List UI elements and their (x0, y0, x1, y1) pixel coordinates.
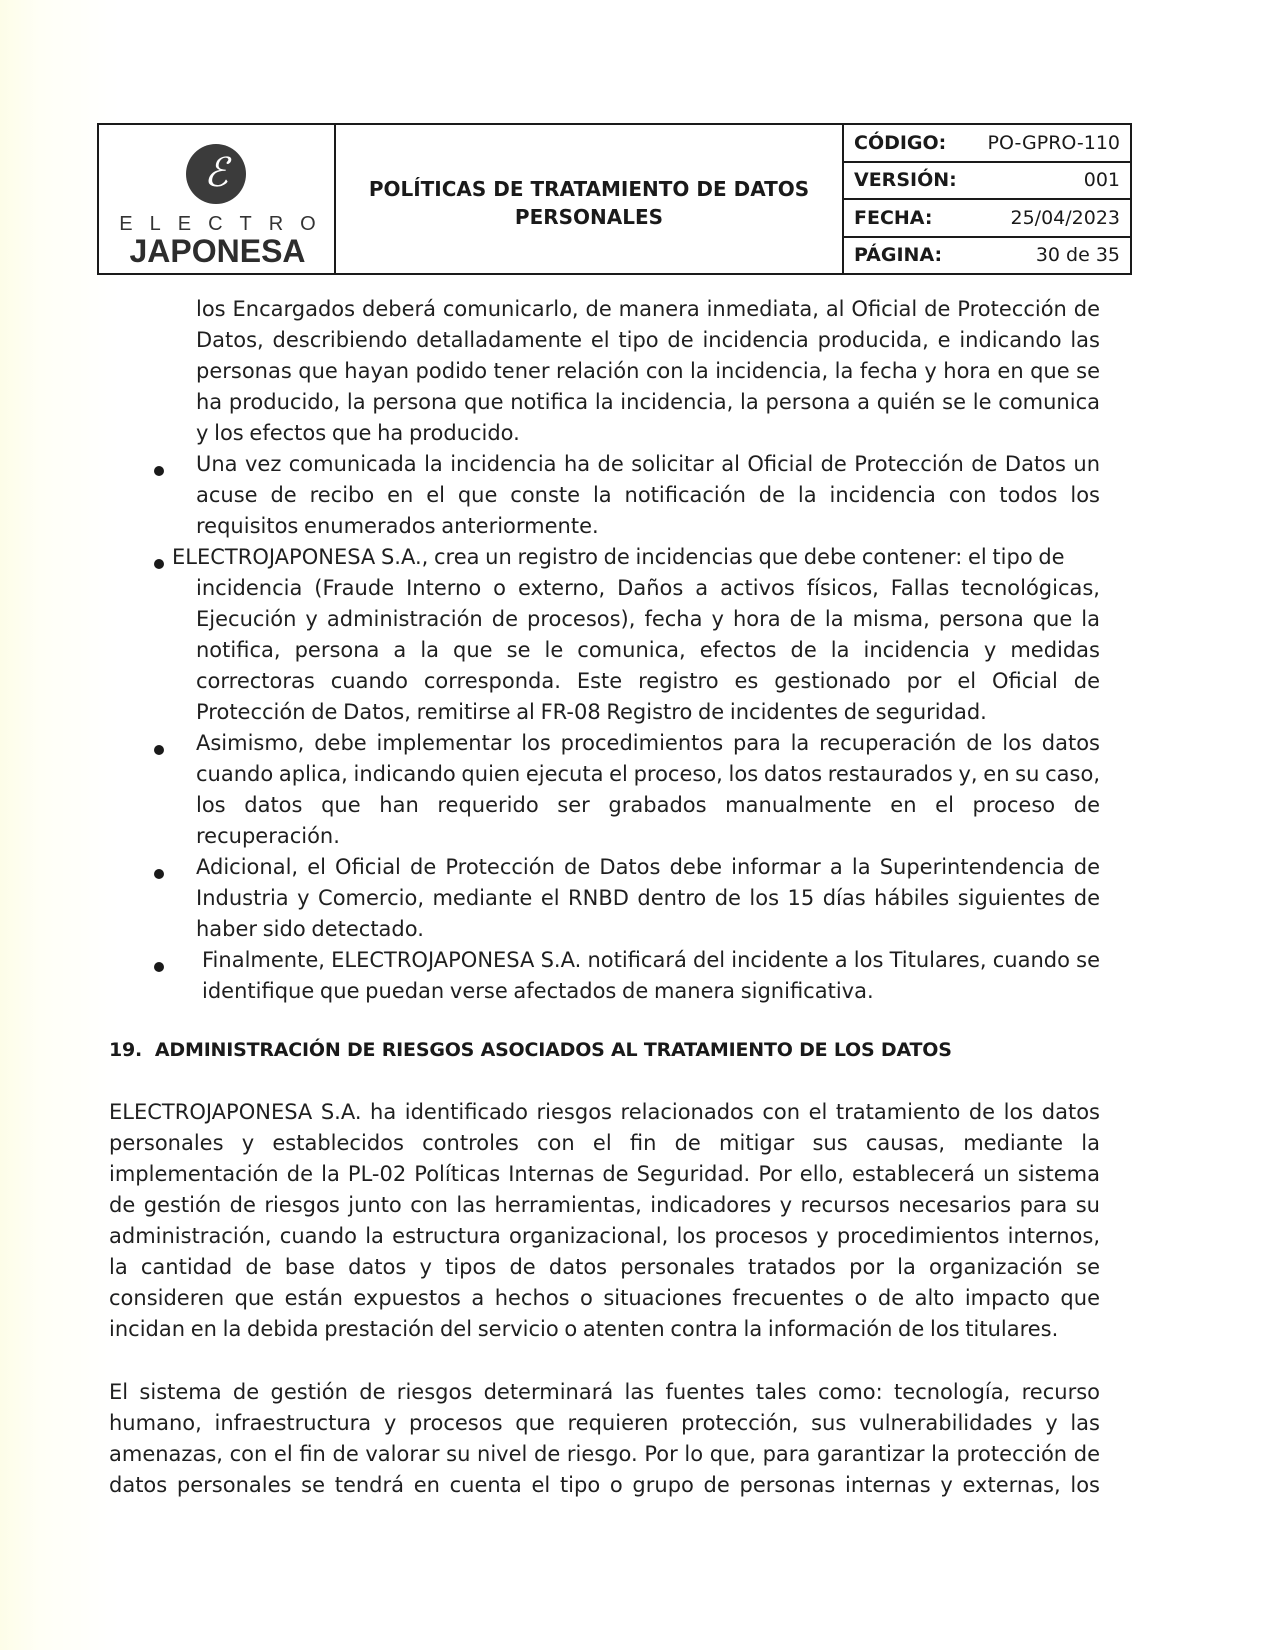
bullet-item: Una vez comunicada la incidencia ha de solicitar al Oficial de Protección de Datos un acuse de recibo en el que conste la notificación de la incidencia con todos los requisitos enumerados anteriormente. (196, 452, 1100, 538)
bullet-icon (154, 869, 164, 879)
document-title-line-2: PERSONALES (514, 205, 664, 229)
body-paragraph: El sistema de gestión de riesgos determinará las fuentes tales como: tecnología, recurso humano, infraestructura y procesos que requieren protección, sus vulnerabilidades y las amenazas, con el fin de valorar su nivel de riesgo. Por lo que, para garantizar la protección de datos personales se tendrá en cuenta el tipo o grupo de personas internas y externas, los (109, 1380, 1100, 1497)
meta-value: 30 de 35 (1035, 244, 1120, 267)
section-number: 19. (109, 1039, 143, 1061)
bullet-icon (154, 962, 164, 972)
meta-label: VERSIÓN: (854, 169, 957, 192)
bullet-item: incidencia (Fraude Interno o externo, Daños a activos físicos, Fallas tecnológicas, Ejecución y administración de procesos), fecha y hora de la misma, persona que la notifica, persona a la que se le comunica, efectos de la incidencia y medidas correctoras cuando corresponda. Este registro es gestionado por el Oficial de Protección de Datos, remitirse al FR-08 Registro de incidentes de seguridad. (196, 576, 1100, 724)
meta-row-fecha (844, 200, 1130, 238)
document-header (97, 123, 1132, 275)
section-title: ADMINISTRACIÓN DE RIESGOS ASOCIADOS AL TRATAMIENTO DE LOS DATOS (154, 1039, 952, 1061)
bullet-item: Asimismo, debe implementar los procedimientos para la recuperación de los datos cuando aplica, indicando quien ejecuta el proceso, los datos restaurados y, en su caso, los datos que han requerido ser grabados manualmente en el proceso de recuperación. (196, 731, 1100, 848)
title-cell (336, 125, 844, 273)
meta-value: PO-GPRO-110 (987, 131, 1120, 154)
meta-label: PÁGINA: (854, 244, 943, 267)
meta-value: 001 (1083, 169, 1120, 192)
meta-label: CÓDIGO: (854, 131, 947, 154)
continuation-paragraph: los Encargados deberá comunicarlo, de manera inmediata, al Oficial de Protección de Datos, describiendo detalladamente el tipo de incidencia producida, e indicando las personas que hayan podido tener relación con la incidencia, la fecha y hora en que se ha producido, la persona que notifica la incidencia, la persona a quién se le comunica y los efectos que ha producido. (196, 297, 1100, 445)
meta-row-pagina (844, 238, 1130, 274)
document-title-line-1: POLÍTICAS DE TRATAMIENTO DE DATOS (368, 177, 810, 201)
bullet-icon (154, 745, 164, 755)
bullet-item-first-line: ELECTROJAPONESA S.A., crea un registro de incidencias que debe contener: el tipo de (172, 545, 1065, 569)
bullet-item: Adicional, el Oficial de Protección de Datos debe informar a la Superintendencia de Industria y Comercio, mediante el RNBD dentro de los 15 días hábiles siguientes de haber sido detectado. (196, 855, 1100, 941)
bullet-icon (154, 466, 164, 476)
section-heading (109, 1039, 952, 1061)
body-paragraph: ELECTROJAPONESA S.A. ha identificado riesgos relacionados con el tratamiento de los datos personales y establecidos controles con el fin de mitigar sus causas, mediante la implementación de la PL-02 Políticas Internas de Seguridad. Por ello, establecerá un sistema de gestión de riesgos junto con las herramientas, indicadores y recursos necesarios para su administración, cuando la estructura organizacional, los procesos y procedimientos internos, la cantidad de base datos y tipos de datos personales tratados por la organización se consideren que están expuestos a hechos o situaciones frecuentes o de alto impacto que incidan en la debida prestación del servicio o atenten contra la información de los titulares. (109, 1100, 1100, 1341)
meta-row-codigo (844, 125, 1130, 163)
document-title (369, 175, 809, 231)
meta-row-version (844, 163, 1130, 201)
logo-text-japonesa: JAPONESA (129, 233, 306, 269)
metadata-cell (844, 125, 1130, 273)
meta-value: 25/04/2023 (1010, 206, 1120, 229)
company-logo-icon: ℰ (186, 144, 246, 204)
meta-label: FECHA: (854, 206, 933, 229)
bullet-item: Finalmente, ELECTROJAPONESA S.A. notificará del incidente a los Titulares, cuando se identifique que puedan verse afectados de manera significativa. (202, 948, 1100, 1003)
bullet-icon (154, 559, 164, 569)
logo-cell (99, 125, 336, 273)
logo-text-electro: ELECTRO (119, 213, 333, 235)
